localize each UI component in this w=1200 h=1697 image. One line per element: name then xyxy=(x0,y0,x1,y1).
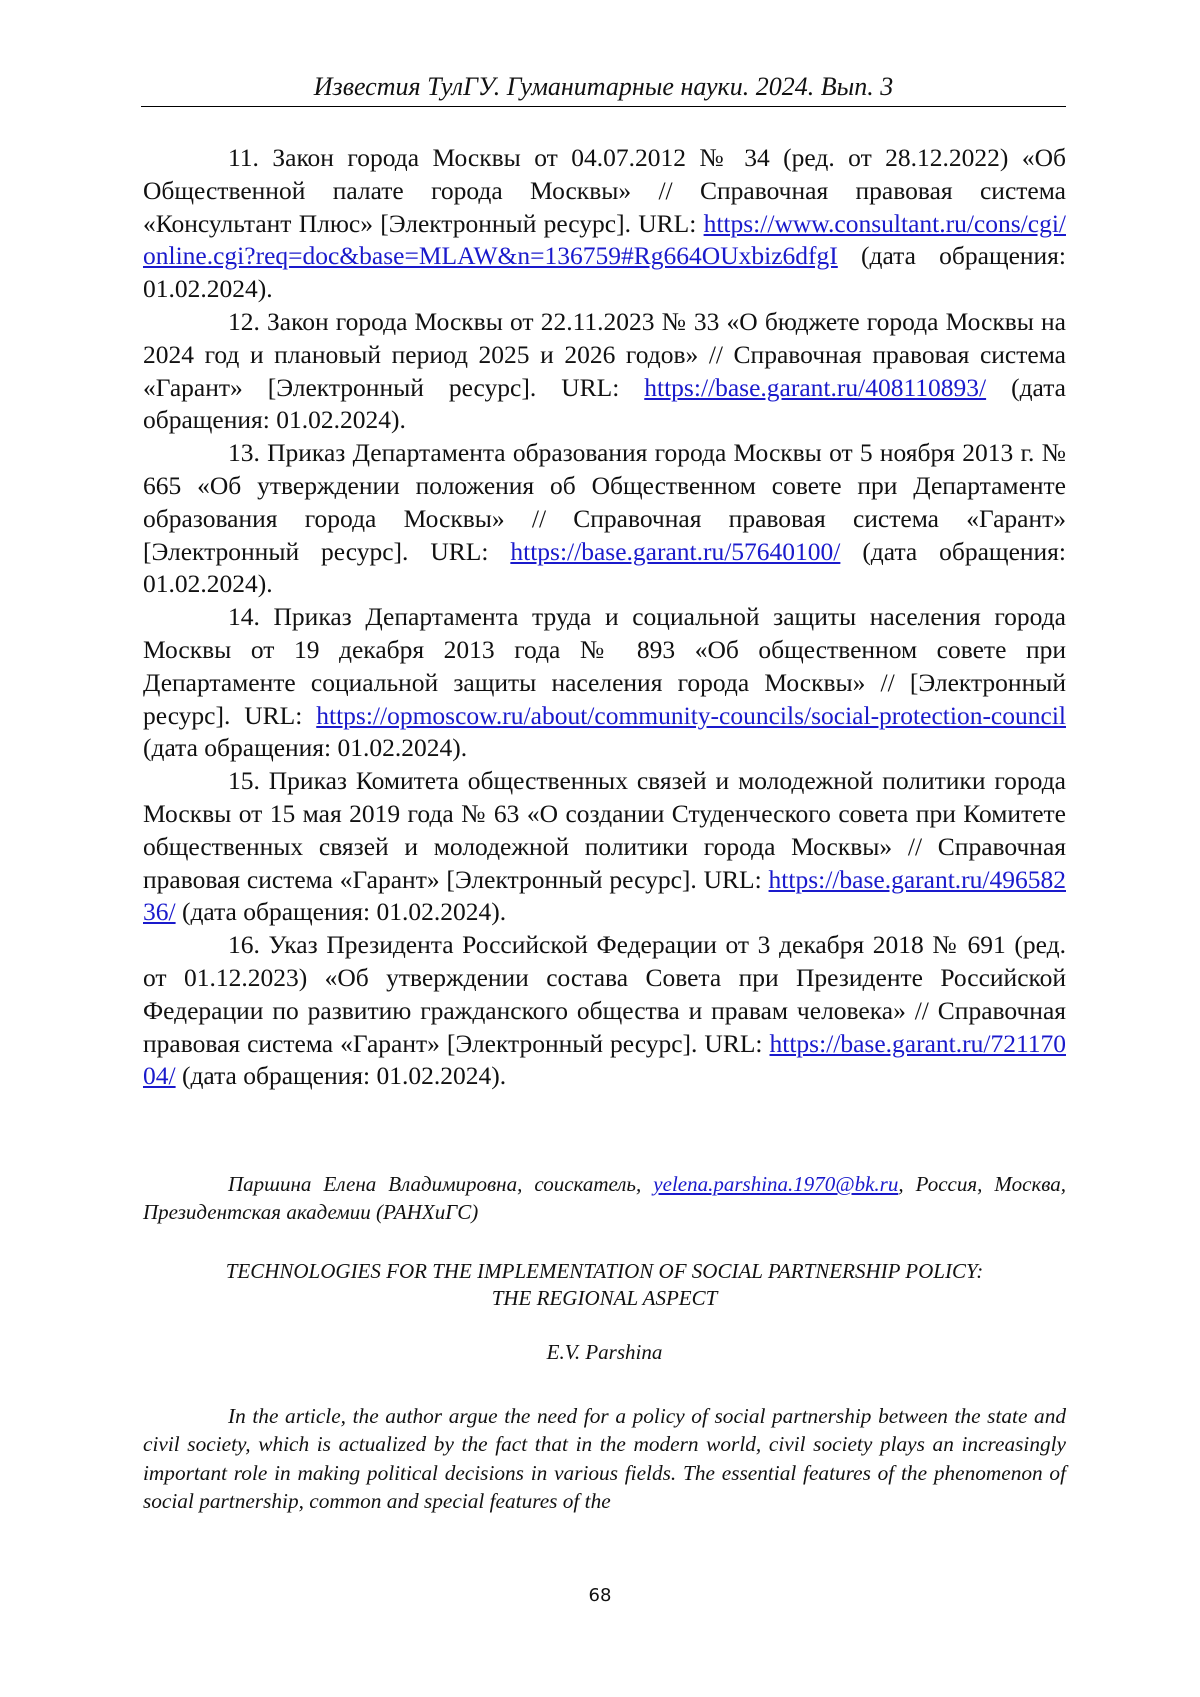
english-author: E.V. Parshina xyxy=(546,1340,663,1364)
reference-text: 11. Закон города Москвы от 04.07.2012 № 34 (ред. от 28.12.2022) «Об Общественной палате города Москвы» // Справочная правовая система «Консультант Плюс» [Электронный ресурс]. URL: xyxy=(143,143,1066,238)
author-info xyxy=(143,1170,1066,1226)
reference-item xyxy=(143,306,1066,437)
abstract-text: In the article, the author argue the need for a policy of social partnership between the state and civil society, which is actualized by the fact that in the modern world, civil society plays an increasingly important role in making political decisions in various fields. The essential features of the phenomenon of social partnership, common and special features of the xyxy=(143,1404,1066,1513)
reference-access-date: (дата обращения: 01.02.2024). xyxy=(143,241,1066,304)
reference-access-date: (дата обращения: 01.02.2024). xyxy=(175,1061,507,1091)
author-name: Паршина Елена Владимировна, соискатель, xyxy=(228,1172,654,1196)
english-title-line: THE REGIONAL ASPECT xyxy=(491,1286,718,1310)
reference-link[interactable]: https://opmoscow.ru/about/community-councils/social-protection-council xyxy=(316,700,1066,730)
author-affiliation: , Россия, Москва, Президентская академии (РАНХиГС) xyxy=(143,1172,1066,1224)
reference-item xyxy=(143,142,1066,306)
reference-text: 14. Приказ Департамента труда и социальной защиты населения города Москвы от 19 декабря 2013 года № 893 «Об общественном совете при Департаменте социальной защиты населения города Москвы» // [Электронный ресурс]. URL: xyxy=(143,602,1066,730)
reference-list xyxy=(143,142,1066,1093)
reference-link[interactable]: https://base.garant.ru/72117004/ xyxy=(143,1028,1066,1091)
reference-access-date: (дата обращения: 01.02.2024). xyxy=(143,536,1066,599)
english-abstract xyxy=(143,1402,1066,1515)
reference-link[interactable]: https://www.consultant.ru/cons/cgi/online.cgi?req=doc&base=MLAW&n=136759#Rg664OUxbiz6dfgI xyxy=(143,208,1066,271)
author-email-link[interactable]: yelena.parshina.1970@bk.ru xyxy=(653,1172,899,1196)
reference-text: 12. Закон города Москвы от 22.11.2023 № 33 «О бюджете города Москвы на 2024 год и плановый период 2025 и 2026 годов» // Справочная правовая система «Гарант» [Электронный ресурс]. URL: xyxy=(143,306,1066,402)
page-number: 68 xyxy=(588,1585,612,1606)
reference-text: 16. Указ Президента Российской Федерации от 3 декабря 2018 № 691 (ред. от 01.12.2023) «Об утверждении состава Совета при Президенте Российской Федерации по развитию гражданского общества и правам человека» // Справочная правовая система «Гарант» [Электронный ресурс]. URL: xyxy=(143,930,1066,1058)
reference-access-date: (дата обращения: 01.02.2024). xyxy=(143,733,468,763)
reference-access-date: (дата обращения: 01.02.2024). xyxy=(143,372,1066,435)
reference-text: 13. Приказ Департамента образования города Москвы от 5 ноября 2013 г. № 665 «Об утверждении положения об Общественном совете при Департаменте образования города Москвы» // Справочная правовая система «Гарант» [Электронный ресурс]. URL: xyxy=(143,438,1066,566)
reference-link[interactable]: https://base.garant.ru/408110893/ xyxy=(644,372,987,402)
reference-link[interactable]: https://base.garant.ru/49658236/ xyxy=(143,864,1066,927)
reference-link[interactable]: https://base.garant.ru/57640100/ xyxy=(510,536,841,566)
reference-access-date: (дата обращения: 01.02.2024). xyxy=(175,897,507,927)
reference-item xyxy=(143,765,1066,929)
reference-item xyxy=(143,929,1066,1093)
reference-text: 15. Приказ Комитета общественных связей и молодежной политики города Москвы от 15 мая 2019 года № 63 «О создании Студенческого совета при Комитете общественных связей и молодежной политики города Москвы» // Справочная правовая система «Гарант» [Электронный ресурс]. URL: xyxy=(143,766,1066,894)
reference-item xyxy=(143,437,1066,601)
journal-header: Известия ТулГУ. Гуманитарные науки. 2024. Вып. 3 xyxy=(141,70,1066,107)
reference-item xyxy=(143,601,1066,765)
english-title-line: TECHNOLOGIES FOR THE IMPLEMENTATION OF SOCIAL PARTNERSHIP POLICY: xyxy=(225,1259,984,1283)
english-title xyxy=(143,1258,1066,1312)
